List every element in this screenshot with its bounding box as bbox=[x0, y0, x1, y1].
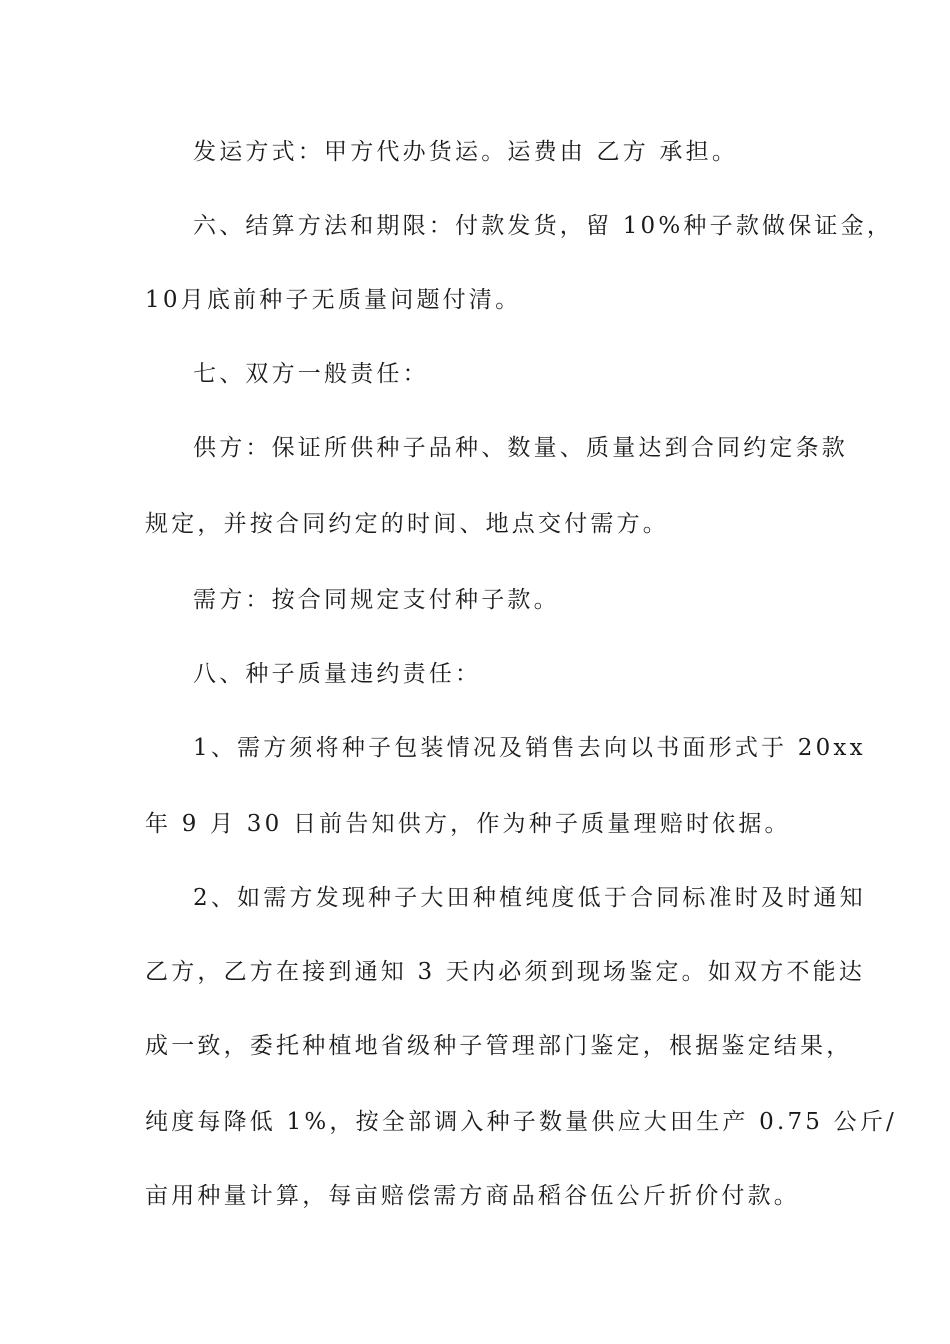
text-line-section-8-heading: 八、种子质量违约责任： bbox=[193, 661, 482, 687]
text-line-buyer-duty: 需方：按合同规定支付种子款。 bbox=[193, 587, 560, 613]
text-line-clause-2: 2、如需方发现种子大田种植纯度低于合同标准时及时通知 bbox=[193, 885, 866, 911]
text-line-section-6-continued: 10月底前种子无质量问题付清。 bbox=[145, 287, 522, 313]
text-line-section-7-heading: 七、双方一般责任： bbox=[193, 361, 429, 387]
text-line-clause-2-continued-1: 乙方，乙方在接到通知 3 天内必须到现场鉴定。如双方不能达 bbox=[145, 959, 866, 985]
text-line-clause-2-continued-4: 亩用种量计算，每亩赔偿需方商品稻谷伍公斤折价付款。 bbox=[145, 1183, 800, 1209]
text-line-shipping-method: 发运方式：甲方代办货运。运费由 乙方 承担。 bbox=[193, 139, 739, 165]
text-line-clause-1-continued: 年 9 月 30 日前告知供方，作为种子质量理赔时依据。 bbox=[145, 811, 791, 837]
text-line-section-6-settlement: 六、结算方法和期限：付款发货，留 10%种子款做保证金， bbox=[193, 213, 894, 239]
text-line-clause-1: 1、需方须将种子包装情况及销售去向以书面形式于 20xx bbox=[193, 735, 866, 761]
text-line-supplier-duty: 供方：保证所供种子品种、数量、质量达到合同约定条款 bbox=[193, 435, 848, 461]
text-line-clause-2-continued-3: 纯度每降低 1%，按全部调入种子数量供应大田生产 0.75 公斤/ bbox=[145, 1109, 897, 1135]
text-line-supplier-duty-continued: 规定，并按合同约定的时间、地点交付需方。 bbox=[145, 511, 669, 537]
text-line-clause-2-continued-2: 成一致，委托种植地省级种子管理部门鉴定，根据鉴定结果， bbox=[145, 1033, 853, 1059]
